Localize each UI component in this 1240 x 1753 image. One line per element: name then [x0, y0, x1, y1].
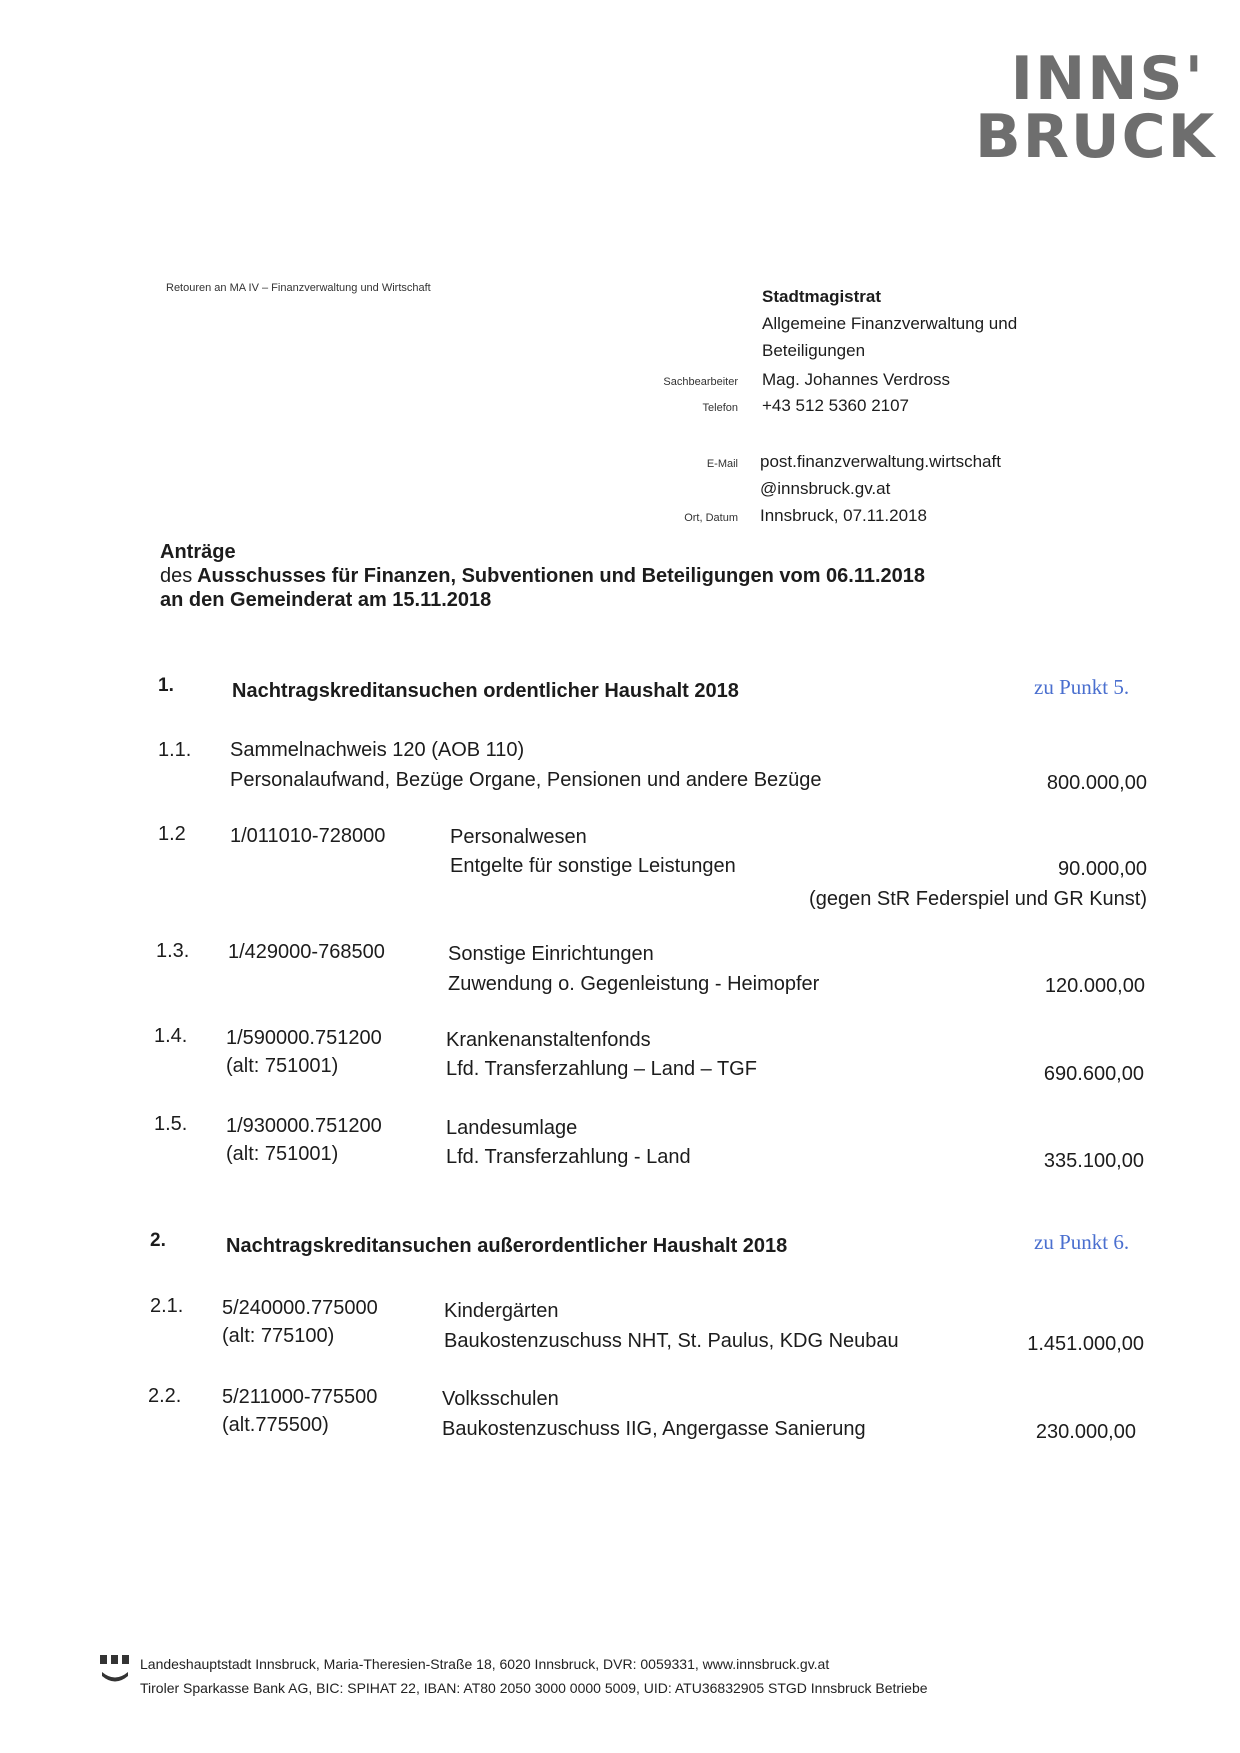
item-1-2-line-2: Entgelte für sonstige Leistungen — [450, 855, 736, 877]
document-heading — [160, 540, 925, 612]
section-1-ref: zu Punkt 5. — [1034, 675, 1130, 699]
section-2-ref: zu Punkt 6. — [1034, 1230, 1130, 1254]
item-1-3-account: 1/429000-768500 — [228, 941, 385, 963]
innsbruck-logo — [975, 44, 1217, 172]
item-1-2-account: 1/011010-728000 — [230, 825, 386, 847]
item-1-4-account-alt: (alt: 751001) — [226, 1055, 339, 1077]
item-1-2-amount: 90.000,00 — [1058, 858, 1147, 880]
heading-line-2: Ausschusses für Finanzen, Subventionen und Beteiligungen vom 06.11.2018 — [197, 565, 926, 587]
item-1-3-number: 1.3. — [156, 940, 190, 962]
heading-line-2-prefix: des — [160, 565, 193, 587]
footer-line-2: Tiroler Sparkasse Bank AG, BIC: SPIHAT 22, IBAN: AT80 2050 3000 0000 5009, UID: ATU36832905 STGD Innsbruck Betriebe — [140, 1680, 928, 1696]
item-2-1-account-alt: (alt: 775100) — [222, 1325, 335, 1347]
item-1-5-account-alt: (alt: 751001) — [226, 1143, 339, 1165]
phone-value: +43 512 5360 2107 — [762, 396, 910, 415]
logo-line-2: BRUCK — [975, 102, 1217, 172]
item-2-1-line-1: Kindergärten — [444, 1300, 559, 1322]
clerk-value: Mag. Johannes Verdross — [762, 370, 951, 389]
item-2-1-amount: 1.451.000,00 — [1027, 1333, 1144, 1355]
item-2-1-number: 2.1. — [150, 1295, 184, 1317]
item-1-4-line-2: Lfd. Transferzahlung – Land – TGF — [446, 1058, 757, 1080]
item-1-1-line-2: Personalaufwand, Bezüge Organe, Pensionen und andere Bezüge — [230, 769, 822, 791]
date-label: Ort, Datum — [684, 512, 738, 524]
logo-line-1: INNS' — [1010, 44, 1205, 114]
item-2-2-amount: 230.000,00 — [1035, 1421, 1136, 1443]
item-1-4-account: 1/590000.751200 — [226, 1027, 382, 1049]
item-1-5-line-1: Landesumlage — [446, 1117, 578, 1139]
item-2-1-account: 5/240000.775000 — [222, 1297, 378, 1319]
department-title: Stadtmagistrat — [762, 287, 882, 306]
item-1-4-line-1: Krankenanstaltenfonds — [446, 1029, 651, 1051]
item-1-1-line-1: Sammelnachweis 120 (AOB 110) — [230, 739, 525, 761]
section-2-number: 2. — [150, 1230, 166, 1251]
item-1-5-line-2: Lfd. Transferzahlung - Land — [446, 1146, 691, 1168]
item-2-2-number: 2.2. — [148, 1385, 182, 1407]
footer-line-1: Landeshauptstadt Innsbruck, Maria-Theresien-Straße 18, 6020 Innsbruck, DVR: 0059331, www.innsbruck.gv.at — [140, 1656, 830, 1672]
footer — [140, 1652, 928, 1700]
department-line-2: Beteiligungen — [762, 341, 866, 360]
item-1-3-line-2: Zuwendung o. Gegenleistung - Heimopfer — [448, 973, 820, 995]
item-1-2-line-1: Personalwesen — [450, 826, 587, 848]
item-2-2-line-1: Volksschulen — [442, 1388, 559, 1410]
email-value-line-1: post.finanzverwaltung.wirtschaft — [760, 452, 1001, 471]
item-1-3-line-1: Sonstige Einrichtungen — [448, 943, 654, 965]
city-emblem-icon — [100, 1655, 130, 1687]
email-label: E-Mail — [706, 458, 738, 470]
item-1-4-number: 1.4. — [154, 1025, 188, 1047]
item-2-1-line-2: Baukostenzuschuss NHT, St. Paulus, KDG Neubau — [444, 1330, 899, 1352]
item-1-1-amount: 800.000,00 — [1046, 772, 1147, 794]
heading-line-3: an den Gemeinderat am 15.11.2018 — [160, 589, 492, 611]
item-1-2-note: (gegen StR Federspiel und GR Kunst) — [809, 888, 1147, 910]
heading-line-1: Anträge — [160, 541, 236, 563]
item-1-5-number: 1.5. — [154, 1113, 188, 1135]
phone-label: Telefon — [702, 402, 738, 414]
item-2-2-account: 5/211000-775500 — [222, 1386, 378, 1408]
section-1-title: Nachtragskreditansuchen ordentlicher Haushalt 2018 — [232, 680, 739, 702]
item-1-5-amount: 335.100,00 — [1043, 1150, 1144, 1172]
section-1-number: 1. — [158, 675, 174, 696]
item-2-2-account-alt: (alt.775500) — [222, 1414, 329, 1436]
item-1-4-amount: 690.600,00 — [1043, 1063, 1144, 1085]
return-address: Retouren an MA IV – Finanzverwaltung und Wirtschaft — [166, 282, 431, 294]
email-value-line-2: @innsbruck.gv.at — [760, 479, 891, 498]
clerk-label: Sachbearbeiter — [663, 376, 738, 388]
date-value: Innsbruck, 07.11.2018 — [760, 506, 927, 525]
item-1-3-amount: 120.000,00 — [1044, 975, 1145, 997]
department-line-1: Allgemeine Finanzverwaltung und — [762, 314, 1018, 333]
department-block — [762, 283, 1017, 364]
item-1-5-account: 1/930000.751200 — [226, 1115, 382, 1137]
item-1-2-number: 1.2 — [158, 823, 186, 845]
section-2-title: Nachtragskreditansuchen außerordentlicher Haushalt 2018 — [226, 1235, 788, 1257]
item-1-1-number: 1.1. — [158, 739, 192, 761]
item-2-2-line-2: Baukostenzuschuss IIG, Angergasse Sanierung — [442, 1418, 866, 1440]
